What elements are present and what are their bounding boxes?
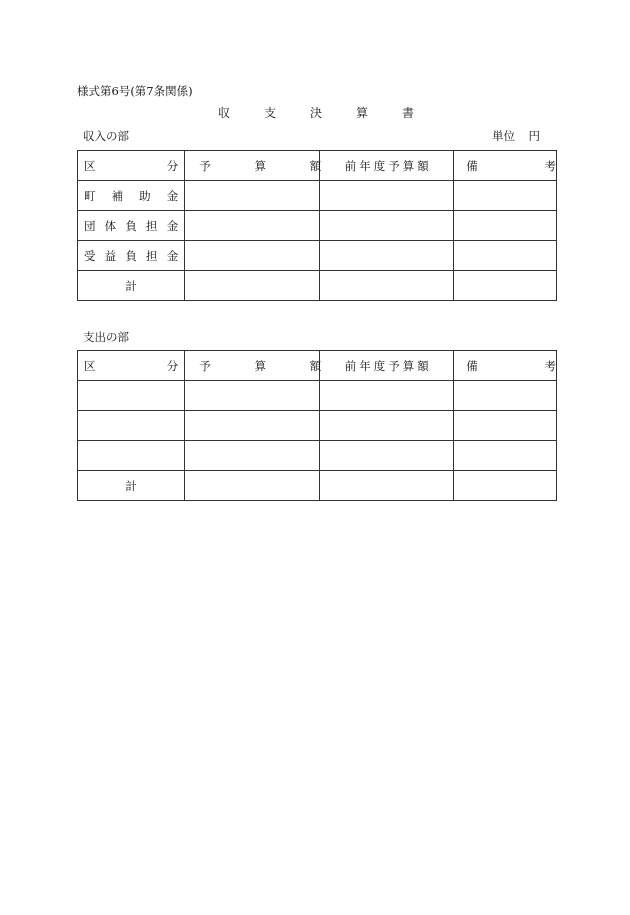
header-char: 額 [309, 358, 322, 373]
header-char: 備 [466, 358, 478, 373]
header-char: 予 [199, 358, 211, 373]
row-char: 担 [146, 218, 158, 233]
income-table [77, 150, 557, 301]
title-char: 収 [218, 106, 231, 120]
row-char: 負 [125, 218, 137, 233]
table-header-row [78, 351, 557, 381]
table-row [78, 241, 557, 271]
row-char: 金 [166, 248, 179, 263]
cell-category[interactable] [78, 411, 185, 441]
cell-budget[interactable] [185, 441, 320, 471]
header-char: 分 [166, 158, 179, 173]
cell-budget-total[interactable] [185, 471, 320, 501]
header-char: 予 [388, 158, 400, 173]
table-total-row [78, 271, 557, 301]
table-header-row [78, 151, 557, 181]
cell-category[interactable] [78, 381, 185, 411]
header-char: 区 [84, 158, 96, 173]
title-char: 書 [401, 106, 414, 120]
cell-budget-total[interactable] [185, 271, 320, 301]
cell-remarks[interactable] [454, 411, 557, 441]
header-remarks [454, 151, 557, 181]
row-char: 担 [146, 248, 158, 263]
header-char: 額 [309, 158, 322, 173]
cell-previous-year-total[interactable] [320, 471, 454, 501]
table-row [78, 381, 557, 411]
row-char: 負 [125, 248, 137, 263]
title-char: 支 [263, 106, 276, 120]
cell-budget[interactable] [185, 211, 320, 241]
cell-budget[interactable] [185, 181, 320, 211]
header-char: 前 [344, 158, 357, 173]
cell-category[interactable] [78, 441, 185, 471]
unit-label-currency: 円 [528, 129, 540, 143]
row-char: 団 [84, 218, 96, 233]
header-char: 度 [373, 358, 386, 373]
expense-table [77, 350, 557, 501]
row-char: 補 [111, 188, 124, 203]
cell-budget[interactable] [185, 381, 320, 411]
header-char: 考 [544, 358, 556, 373]
header-previous-year [320, 351, 454, 381]
title-char: 決 [309, 106, 322, 120]
cell-previous-year[interactable] [320, 381, 454, 411]
cell-previous-year[interactable] [320, 211, 454, 241]
row-label-town-subsidy [78, 181, 185, 211]
row-char: 受 [84, 248, 96, 263]
row-label-group-contribution [78, 211, 185, 241]
form-number: 様式第6号(第7条関係) [77, 84, 193, 98]
title-char: 算 [355, 106, 368, 120]
cell-remarks[interactable] [454, 381, 557, 411]
row-char: 金 [166, 188, 179, 203]
cell-budget[interactable] [185, 411, 320, 441]
cell-previous-year[interactable] [320, 441, 454, 471]
cell-previous-year[interactable] [320, 181, 454, 211]
cell-previous-year[interactable] [320, 411, 454, 441]
cell-remarks[interactable] [454, 441, 557, 471]
total-label: 計 [78, 271, 185, 301]
cell-remarks-total[interactable] [454, 271, 557, 301]
cell-previous-year-total[interactable] [320, 271, 454, 301]
total-label: 計 [78, 471, 185, 501]
header-char: 算 [402, 358, 415, 373]
cell-remarks[interactable] [454, 211, 557, 241]
table-total-row [78, 471, 557, 501]
header-char: 予 [199, 158, 211, 173]
row-char: 体 [104, 218, 117, 233]
table-row [78, 211, 557, 241]
table-row [78, 411, 557, 441]
row-char: 助 [139, 188, 151, 203]
header-char: 分 [166, 358, 179, 373]
row-char: 益 [104, 248, 117, 263]
header-char: 算 [254, 158, 266, 173]
unit-label-word: 単位 [492, 129, 515, 143]
header-char: 年 [359, 358, 371, 373]
header-char: 備 [466, 158, 478, 173]
header-char: 額 [417, 158, 429, 173]
table-row [78, 441, 557, 471]
expense-section-label: 支出の部 [83, 330, 129, 344]
unit-label [492, 128, 540, 144]
header-char: 考 [544, 158, 556, 173]
cell-remarks-total[interactable] [454, 471, 557, 501]
header-char: 年 [359, 158, 371, 173]
income-section-label: 収入の部 [83, 129, 129, 143]
document-title [218, 104, 414, 121]
header-remarks [454, 351, 557, 381]
header-char: 算 [254, 358, 266, 373]
header-char: 前 [344, 358, 357, 373]
table-row [78, 181, 557, 211]
header-category [78, 351, 185, 381]
cell-remarks[interactable] [454, 241, 557, 271]
cell-remarks[interactable] [454, 181, 557, 211]
header-char: 区 [84, 358, 96, 373]
header-budget [185, 351, 320, 381]
row-char: 町 [84, 188, 96, 203]
header-previous-year [320, 151, 454, 181]
row-label-beneficiary-contribution [78, 241, 185, 271]
header-char: 算 [402, 158, 415, 173]
cell-budget[interactable] [185, 241, 320, 271]
header-char: 額 [417, 358, 429, 373]
header-budget [185, 151, 320, 181]
row-char: 金 [166, 218, 179, 233]
header-char: 度 [373, 158, 386, 173]
cell-previous-year[interactable] [320, 241, 454, 271]
header-category [78, 151, 185, 181]
header-char: 予 [388, 358, 400, 373]
